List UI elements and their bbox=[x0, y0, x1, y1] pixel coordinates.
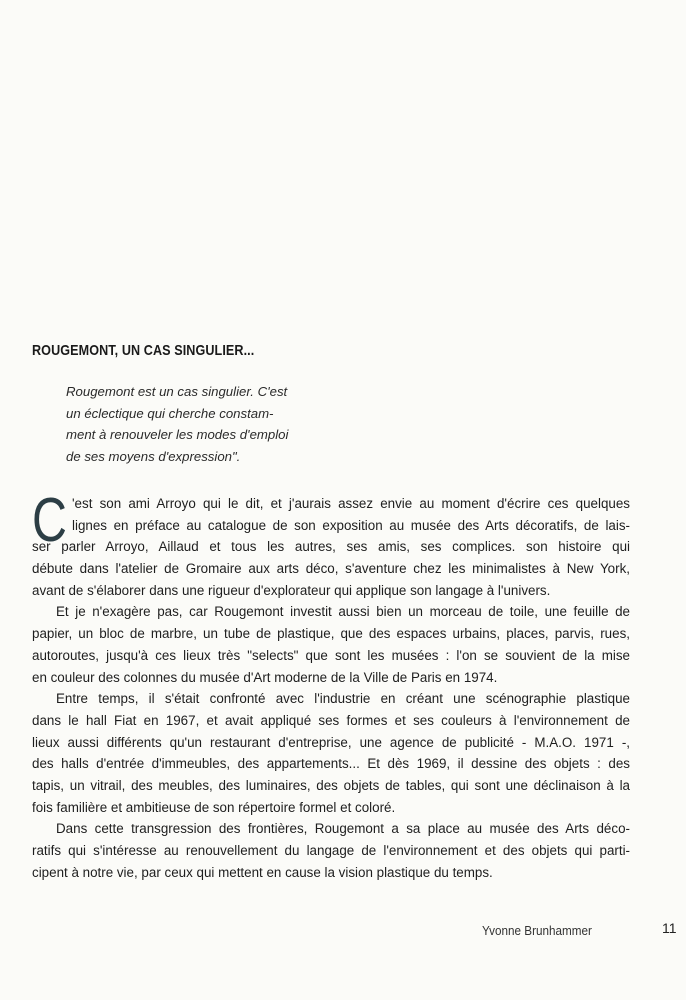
quote-line: ment à renouveler les modes d'emploi bbox=[66, 427, 289, 442]
text-line: cipent à notre vie, par ceux qui mettent en cause la vision plastique du temps. bbox=[32, 864, 493, 880]
paragraph-1 bbox=[32, 486, 630, 601]
quote-line: Rougemont est un cas singulier. C'est bbox=[66, 384, 288, 399]
epigraph-quote bbox=[66, 381, 326, 467]
text-line: Et je n'exagère pas, car Rougemont investit aussi bien un morceau de toile, une feuille de bbox=[56, 604, 630, 620]
text-line: des halls d'entrée d'immeubles, des appartements... Et dès 1969, il dessine des objets : des bbox=[32, 756, 630, 772]
author-signature: Yvonne Brunhammer bbox=[482, 923, 592, 938]
text-line: papier, un bloc de marbre, un tube de plastique, que des espaces urbains, places, parvis, rues, bbox=[32, 626, 630, 642]
text-line: débute dans l'atelier de Gromaire aux arts déco, s'aventure chez les minimalistes à New York, bbox=[32, 561, 630, 577]
section-heading: ROUGEMONT, UN CAS SINGULIER... bbox=[32, 342, 255, 359]
page-number: 11 bbox=[662, 920, 677, 936]
text-line: Dans cette transgression des frontières, Rougemont a sa place au musée des Arts déco- bbox=[56, 821, 630, 837]
text-line: autoroutes, jusqu'à ces lieux très "selects" que sont les musées : l'on se souvient de la mise bbox=[32, 647, 630, 663]
text-line: avant de s'élaborer dans une rigueur d'explorateur qui applique son langage à l'univers. bbox=[32, 582, 551, 598]
text-line: ratifs qui s'intéresse au renouvellement du langage de l'environnement et des objets qui parti- bbox=[32, 843, 630, 858]
text-line: tapis, un vitrail, des meubles, des luminaires, des objets de tables, qui sont une déclinaison à la bbox=[32, 777, 630, 793]
text-line: 'est son ami Arroyo qui le dit, et j'aurais assez envie au moment d'écrire ces quelques bbox=[72, 496, 630, 511]
paragraph-4 bbox=[32, 818, 630, 883]
text-line: dans le hall Fiat en 1967, et avait appliqué ses formes et ses couleurs à l'environnement de bbox=[32, 712, 630, 728]
quote-line: de ses moyens d'expression". bbox=[66, 448, 241, 464]
text-line: lignes en préface au catalogue de son exposition au musée des Arts décoratifs, de lais- bbox=[72, 517, 630, 533]
quote-line: un éclectique qui cherche constam- bbox=[66, 405, 274, 421]
body-text bbox=[32, 486, 630, 883]
paragraph-3 bbox=[32, 688, 630, 818]
text-line: fois familière et ambitieuse de son répertoire formel et coloré. bbox=[32, 799, 396, 815]
text-line: en couleur des colonnes du musée d'Art moderne de la Ville de Paris en 1974. bbox=[32, 669, 498, 685]
drop-cap: C bbox=[32, 486, 67, 555]
text-line: lieux aussi différents qu'un restaurant d'entreprise, une agence de publicité - M.A.O. 1971 -, bbox=[32, 734, 630, 750]
text-line: ser parler Arroyo, Aillaud et tous les autres, ses amis, ses complices. son histoire qui bbox=[32, 539, 630, 555]
text-line: Entre temps, il s'était confronté avec l'industrie en créant une scénographie plastique bbox=[56, 691, 630, 707]
paragraph-2 bbox=[32, 601, 630, 688]
